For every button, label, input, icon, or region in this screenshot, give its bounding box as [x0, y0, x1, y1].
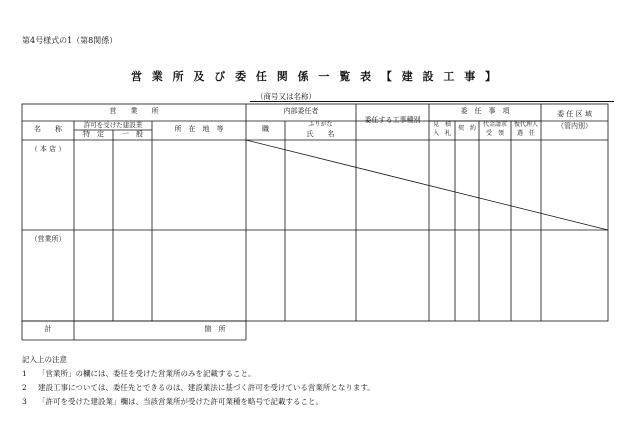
header-delegated-area-sub: （管内別） [557, 122, 592, 130]
header-name: 名 称 [34, 125, 62, 133]
notes-heading: 記入上の注意 [22, 355, 67, 364]
header-delegated-work-type: 委任する工事種別 [364, 116, 421, 124]
header-contract: 契 約 [457, 125, 476, 132]
header-estimate: 見 積 [432, 121, 451, 128]
trade-name-label: （商号又は名称） [256, 92, 316, 101]
row-head-office: （ 本 店 ） [30, 145, 66, 153]
notes [22, 353, 375, 409]
header-payment-receipt: 受 領 [485, 130, 504, 137]
header-general: 一 般 [122, 130, 143, 138]
header-licensed-type: 許可を受けた建設業 [83, 121, 143, 129]
header-bidding: 入 札 [432, 130, 451, 137]
header-delegated-matters: 委 任 事 項 [460, 107, 510, 115]
row-total: 計 [44, 325, 52, 333]
row-branch-office: （営業所） [30, 235, 66, 243]
note-item: 3 「許可を受けた建設業」欄は、当該営業所が受けた許可業種を略号で記載すること。 [22, 397, 323, 406]
header-payment-claim: 代金請求 [482, 121, 507, 128]
form-number: 第4号様式の1（第8関係） [22, 36, 118, 45]
header-internal-delegate: 内部委任者 [283, 107, 319, 115]
header-office: 営 業 所 [109, 107, 159, 115]
header-position: 職 [262, 125, 269, 133]
header-sub-agent-appoint: 選 任 [516, 130, 535, 137]
header-specific: 特 定 [83, 130, 104, 138]
page-title: 営 業 所 及 び 委 任 関 係 一 覧 表 【 建 設 工 事 】 [130, 70, 500, 83]
header-furigana: ふりがな [308, 121, 333, 128]
note-item: 2 建設工事については、委任先とできるのは、建設業法に基づく許可を受けている営業所となります。 [22, 383, 375, 392]
row-locations: 箇 所 [204, 325, 226, 333]
header-address: 所 在 地 等 [174, 125, 224, 133]
header-person-name: 氏 名 [306, 130, 335, 138]
header-sub-agent: 復代理人 [513, 121, 538, 128]
note-item: 1 「営業所」の欄には、委任を受けた営業所のみを記載すること。 [22, 369, 256, 378]
header-delegated-area: 委 任 区 域 [557, 110, 592, 118]
